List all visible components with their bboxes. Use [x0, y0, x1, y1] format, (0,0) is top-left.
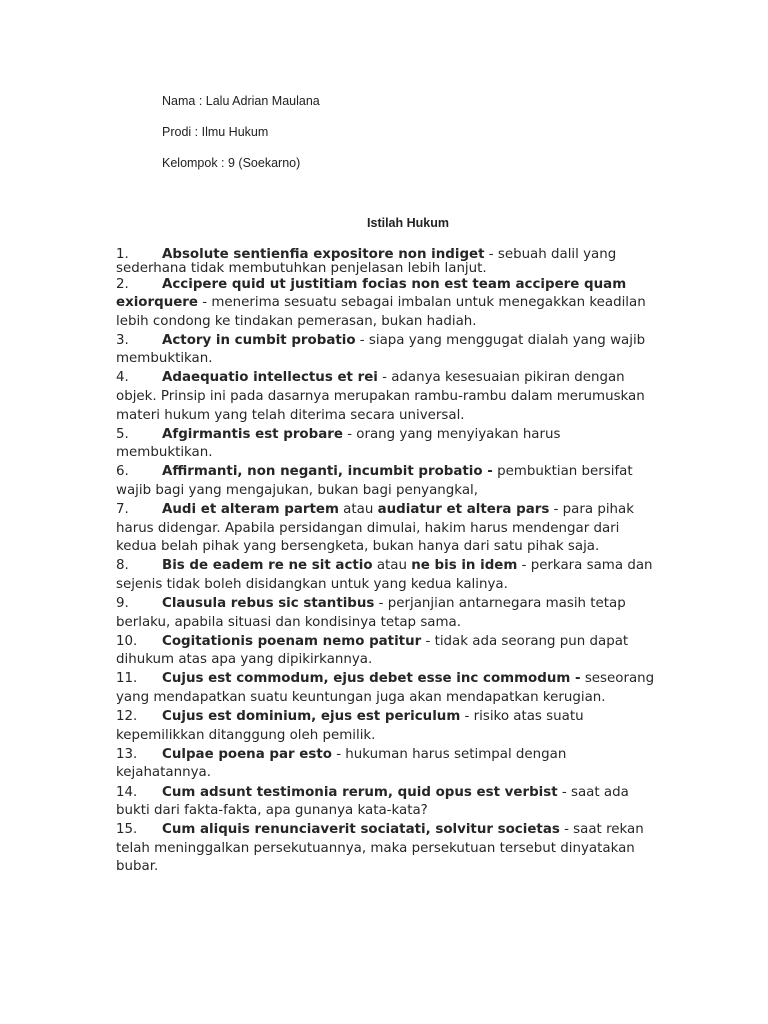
term-number: 9.: [116, 596, 129, 612]
term-number: 1.: [116, 247, 129, 262]
document-title: Istilah Hukum: [367, 216, 449, 230]
term-definition: - sebuah dalil yang sederhana tidak membutuhkan penjelasan lebih lanjut.: [116, 247, 617, 276]
term-number: 4.: [116, 370, 129, 386]
term-number: 12.: [116, 709, 138, 725]
term-item: [116, 670, 656, 707]
term-definition: - saat ada bukti dari fakta-fakta, apa gunanya kata-kata?: [116, 784, 629, 819]
term-connector: atau: [372, 558, 412, 574]
term-name: Cujus est dominium, ejus est periculum: [162, 709, 461, 725]
term-definition: pembuktian bersifat wajib bagi yang mengajukan, bukan bagi penyangkal,: [116, 464, 633, 499]
term-item: [116, 784, 656, 821]
term-item: [116, 463, 656, 500]
term-name: Bis de eadem re ne sit actio: [162, 558, 373, 574]
study-program: Prodi : Ilmu Hukum: [162, 125, 269, 139]
term-number: 7.: [116, 502, 129, 518]
term-definition: - hukuman harus setimpal dengan kejahatannya.: [116, 746, 567, 781]
term-name: Culpae poena par esto: [162, 746, 332, 762]
term-number: 11.: [116, 671, 138, 687]
term-definition: - perkara sama dan sejenis tidak boleh disidangkan untuk yang kedua kalinya.: [116, 558, 653, 592]
term-number: 5.: [116, 426, 129, 442]
term-name: Cogitationis poenam nemo patitur: [162, 633, 422, 649]
term-item: [116, 821, 656, 877]
term-item: [116, 426, 656, 463]
student-name: Nama : Lalu Adrian Maulana: [162, 94, 320, 108]
term-definition: - saat rekan telah meninggalkan persekutuannya, maka persekutuan tersebut dinyatakan bubar.: [116, 822, 644, 875]
term-name: Cujus est commodum, ejus debet esse inc commodum -: [162, 671, 581, 687]
term-name: Cum adsunt testimonia rerum, quid opus est verbist: [162, 784, 558, 800]
term-item: [116, 708, 656, 745]
term-item: [116, 332, 656, 369]
term-definition: - risiko atas suatu kepemilikkan ditanggung oleh pemilik.: [116, 709, 584, 743]
term-name: Affirmanti, non neganti, incumbit probatio -: [162, 464, 493, 480]
term-name: Accipere quid ut justitiam focias non est team accipere quam exiorquere: [116, 276, 627, 311]
term-name: Adaequatio intellectus et rei: [162, 370, 378, 386]
term-number: 3.: [116, 332, 129, 348]
term-item: [116, 633, 656, 670]
term-item: [116, 746, 656, 783]
term-name: Cum aliquis renunciaverit sociatati, solvitur societas: [162, 822, 560, 838]
term-definition: seseorang yang mendapatkan suatu keuntungan juga akan mendapatkan kerugian.: [116, 671, 655, 706]
terms-list: [116, 248, 656, 878]
term-number: 2.: [116, 276, 129, 292]
term-item: [116, 276, 656, 332]
term-name: Actory in cumbit probatio: [162, 332, 356, 348]
term-item: [116, 557, 656, 594]
term-alt-name: ne bis in idem: [411, 558, 518, 574]
term-number: 15.: [116, 822, 138, 838]
term-item: [116, 248, 656, 275]
term-name: Clausula rebus sic stantibus: [162, 596, 375, 612]
term-definition: - tidak ada seorang pun dapat dihukum atas apa yang dipikirkannya.: [116, 633, 629, 668]
term-definition: - adanya kesesuaian pikiran dengan objek. Prinsip ini pada dasarnya merupakan rambu-rambu dalam merumuskan materi hukum yang telah diterima secara universal.: [116, 370, 645, 423]
term-definition: - siapa yang menggugat dialah yang wajib membuktikan.: [116, 332, 646, 367]
term-item: [116, 369, 656, 425]
term-number: 6.: [116, 464, 129, 480]
group-info: Kelompok : 9 (Soekarno): [162, 156, 301, 170]
term-definition: - orang yang menyiyakan harus membuktikan.: [116, 426, 561, 461]
term-number: 10.: [116, 633, 138, 649]
term-alt-name: audiatur et altera pars: [377, 502, 550, 518]
term-name: Afgirmantis est probare: [162, 426, 343, 442]
term-definition: - perjanjian antarnegara masih tetap berlaku, apabila situasi dan kondisinya tetap sama.: [116, 596, 626, 630]
term-definition: - para pihak harus didengar. Apabila persidangan dimulai, hakim harus mendengar dari kedua belah pihak yang bersengketa, bukan hanya dari satu pihak saja.: [116, 502, 634, 555]
term-item: [116, 595, 656, 632]
term-connector: atau: [338, 502, 378, 518]
term-number: 13.: [116, 746, 138, 762]
term-name: Absolute sentienfia expositore non indiget: [162, 247, 485, 262]
term-number: 8.: [116, 558, 129, 574]
term-item: [116, 501, 656, 557]
term-name: Audi et alteram partem: [162, 502, 339, 518]
term-number: 14.: [116, 784, 138, 800]
term-definition: - menerima sesuatu sebagai imbalan untuk menegakkan keadilan lebih condong ke tindakan pemerasan, bukan hadiah.: [116, 295, 646, 329]
